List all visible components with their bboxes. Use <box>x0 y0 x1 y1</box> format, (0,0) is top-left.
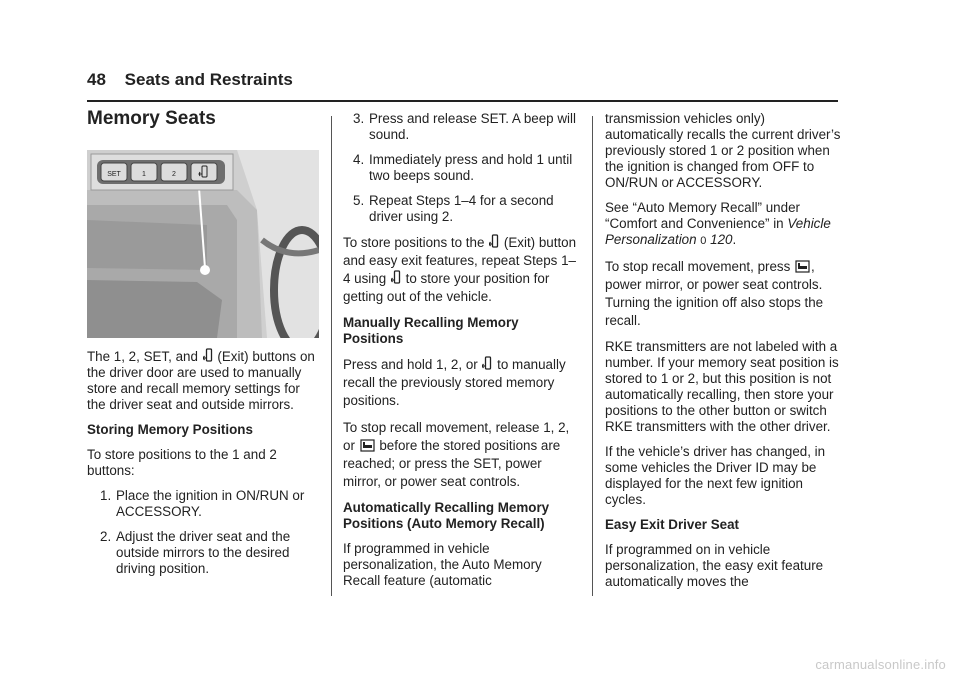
seat-exit-icon <box>203 348 213 363</box>
column-divider <box>592 116 593 596</box>
rke-paragraph: RKE transmitters are not labeled with a number. If your memory seat position is stored to 1 or 2, but this position is not automatically recalling, then store your positions to the other button or switch RKE transmitters with the other driver. <box>605 339 839 434</box>
stop-recall-paragraph: To stop recall movement, release 1, 2, or before the stored positions are reached; or press the SET, power mirror, or power seat controls. <box>343 420 570 489</box>
page-reference[interactable]: 120 <box>710 232 733 247</box>
svg-text:2: 2 <box>172 171 176 178</box>
exit-paragraph <box>343 234 579 306</box>
manual-paragraph: Press and hold 1, 2, or to manually recall the previously stored memory positions. <box>343 357 566 408</box>
steps-list-1 <box>87 488 322 577</box>
list-item: 3. Press and release SET. A beep will sound. <box>353 111 576 142</box>
list-item: 5. Repeat Steps 1–4 for a second driver using 2. <box>353 193 554 224</box>
chapter-title: Seats and Restraints <box>124 70 293 89</box>
seat-exit-icon <box>391 270 401 285</box>
intro-paragraph <box>87 348 322 413</box>
exit-text-c: to store your position for getting out of the vehicle. <box>343 271 550 304</box>
seat-adjust-icon <box>795 260 810 273</box>
stop-paragraph: To stop recall movement, press , power mirror, or power seat controls. Turning the ignition off also stops the recall. <box>605 259 824 328</box>
exit-button <box>191 163 217 181</box>
header-rule <box>87 100 838 102</box>
column-divider <box>331 116 332 596</box>
page-header <box>87 70 293 90</box>
driver-changed-paragraph: If the vehicle’s driver has changed, in some vehicles the Driver ID may be displayed for the next few ignition cycles. <box>605 444 826 507</box>
exit-text-b: (Exit) button and easy exit features, repeat Steps 1–4 using <box>343 235 577 286</box>
list-item: 2. Adjust the driver seat and the outside mirrors to the desired driving position. <box>100 529 291 576</box>
door-illustration <box>87 150 319 338</box>
memory-1-button <box>131 163 157 181</box>
column-1 <box>87 348 322 586</box>
svg-text:1: 1 <box>142 171 146 178</box>
heading-auto: Automatically Recalling Memory Positions (Auto Memory Recall) <box>343 500 550 531</box>
auto-paragraph: If programmed in vehicle personalization, the Auto Memory Recall feature (automatic <box>343 541 542 588</box>
page-ref-arrow-icon: 0 <box>700 235 707 247</box>
intro-text-a: The 1, 2, SET, and <box>87 349 202 364</box>
steps-list-2 <box>340 111 579 225</box>
cross-reference[interactable]: Vehicle Personalization <box>605 216 831 247</box>
exit-text-a: To store positions to the <box>343 235 489 250</box>
watermark: carmanualsonline.info <box>815 657 946 672</box>
to-store-text: To store positions to the 1 and 2 buttons: <box>87 447 277 478</box>
easy-exit-paragraph: If programmed on in vehicle personalization, the easy exit feature automatically moves the <box>605 542 824 589</box>
list-item: 4. Immediately press and hold 1 until two beeps sound. <box>353 152 573 183</box>
heading-manual: Manually Recalling Memory Positions <box>343 315 519 346</box>
see-reference: See “Auto Memory Recall” under “Comfort and Convenience” in Vehicle Personalization 0 120. <box>605 200 831 247</box>
seat-adjust-icon <box>360 439 375 452</box>
list-item: 1. Place the ignition in ON/RUN or ACCESSORY. <box>100 488 305 519</box>
intro-text-b: (Exit) buttons on the driver door are used to manually store and recall memory settings for the driver seat and outside mirrors. <box>87 349 315 412</box>
auto-continued: transmission vehicles only) automatically recalls the current driver’s previously stored 1 or 2 position when the ignition is changed from OFF to ON/RUN or ACCESSORY. <box>605 111 841 190</box>
heading-storing: Storing Memory Positions <box>87 422 253 437</box>
memory-2-button <box>161 163 187 181</box>
column-3 <box>605 111 841 599</box>
column-2 <box>343 111 579 598</box>
section-title: Memory Seats <box>87 108 216 129</box>
svg-text:SET: SET <box>107 171 121 178</box>
seat-exit-icon <box>482 356 492 371</box>
set-button <box>101 163 127 181</box>
seat-exit-icon <box>489 234 499 249</box>
page-number: 48 <box>87 70 106 89</box>
heading-easy-exit: Easy Exit Driver Seat <box>605 517 739 532</box>
memory-buttons-photo <box>87 150 319 338</box>
